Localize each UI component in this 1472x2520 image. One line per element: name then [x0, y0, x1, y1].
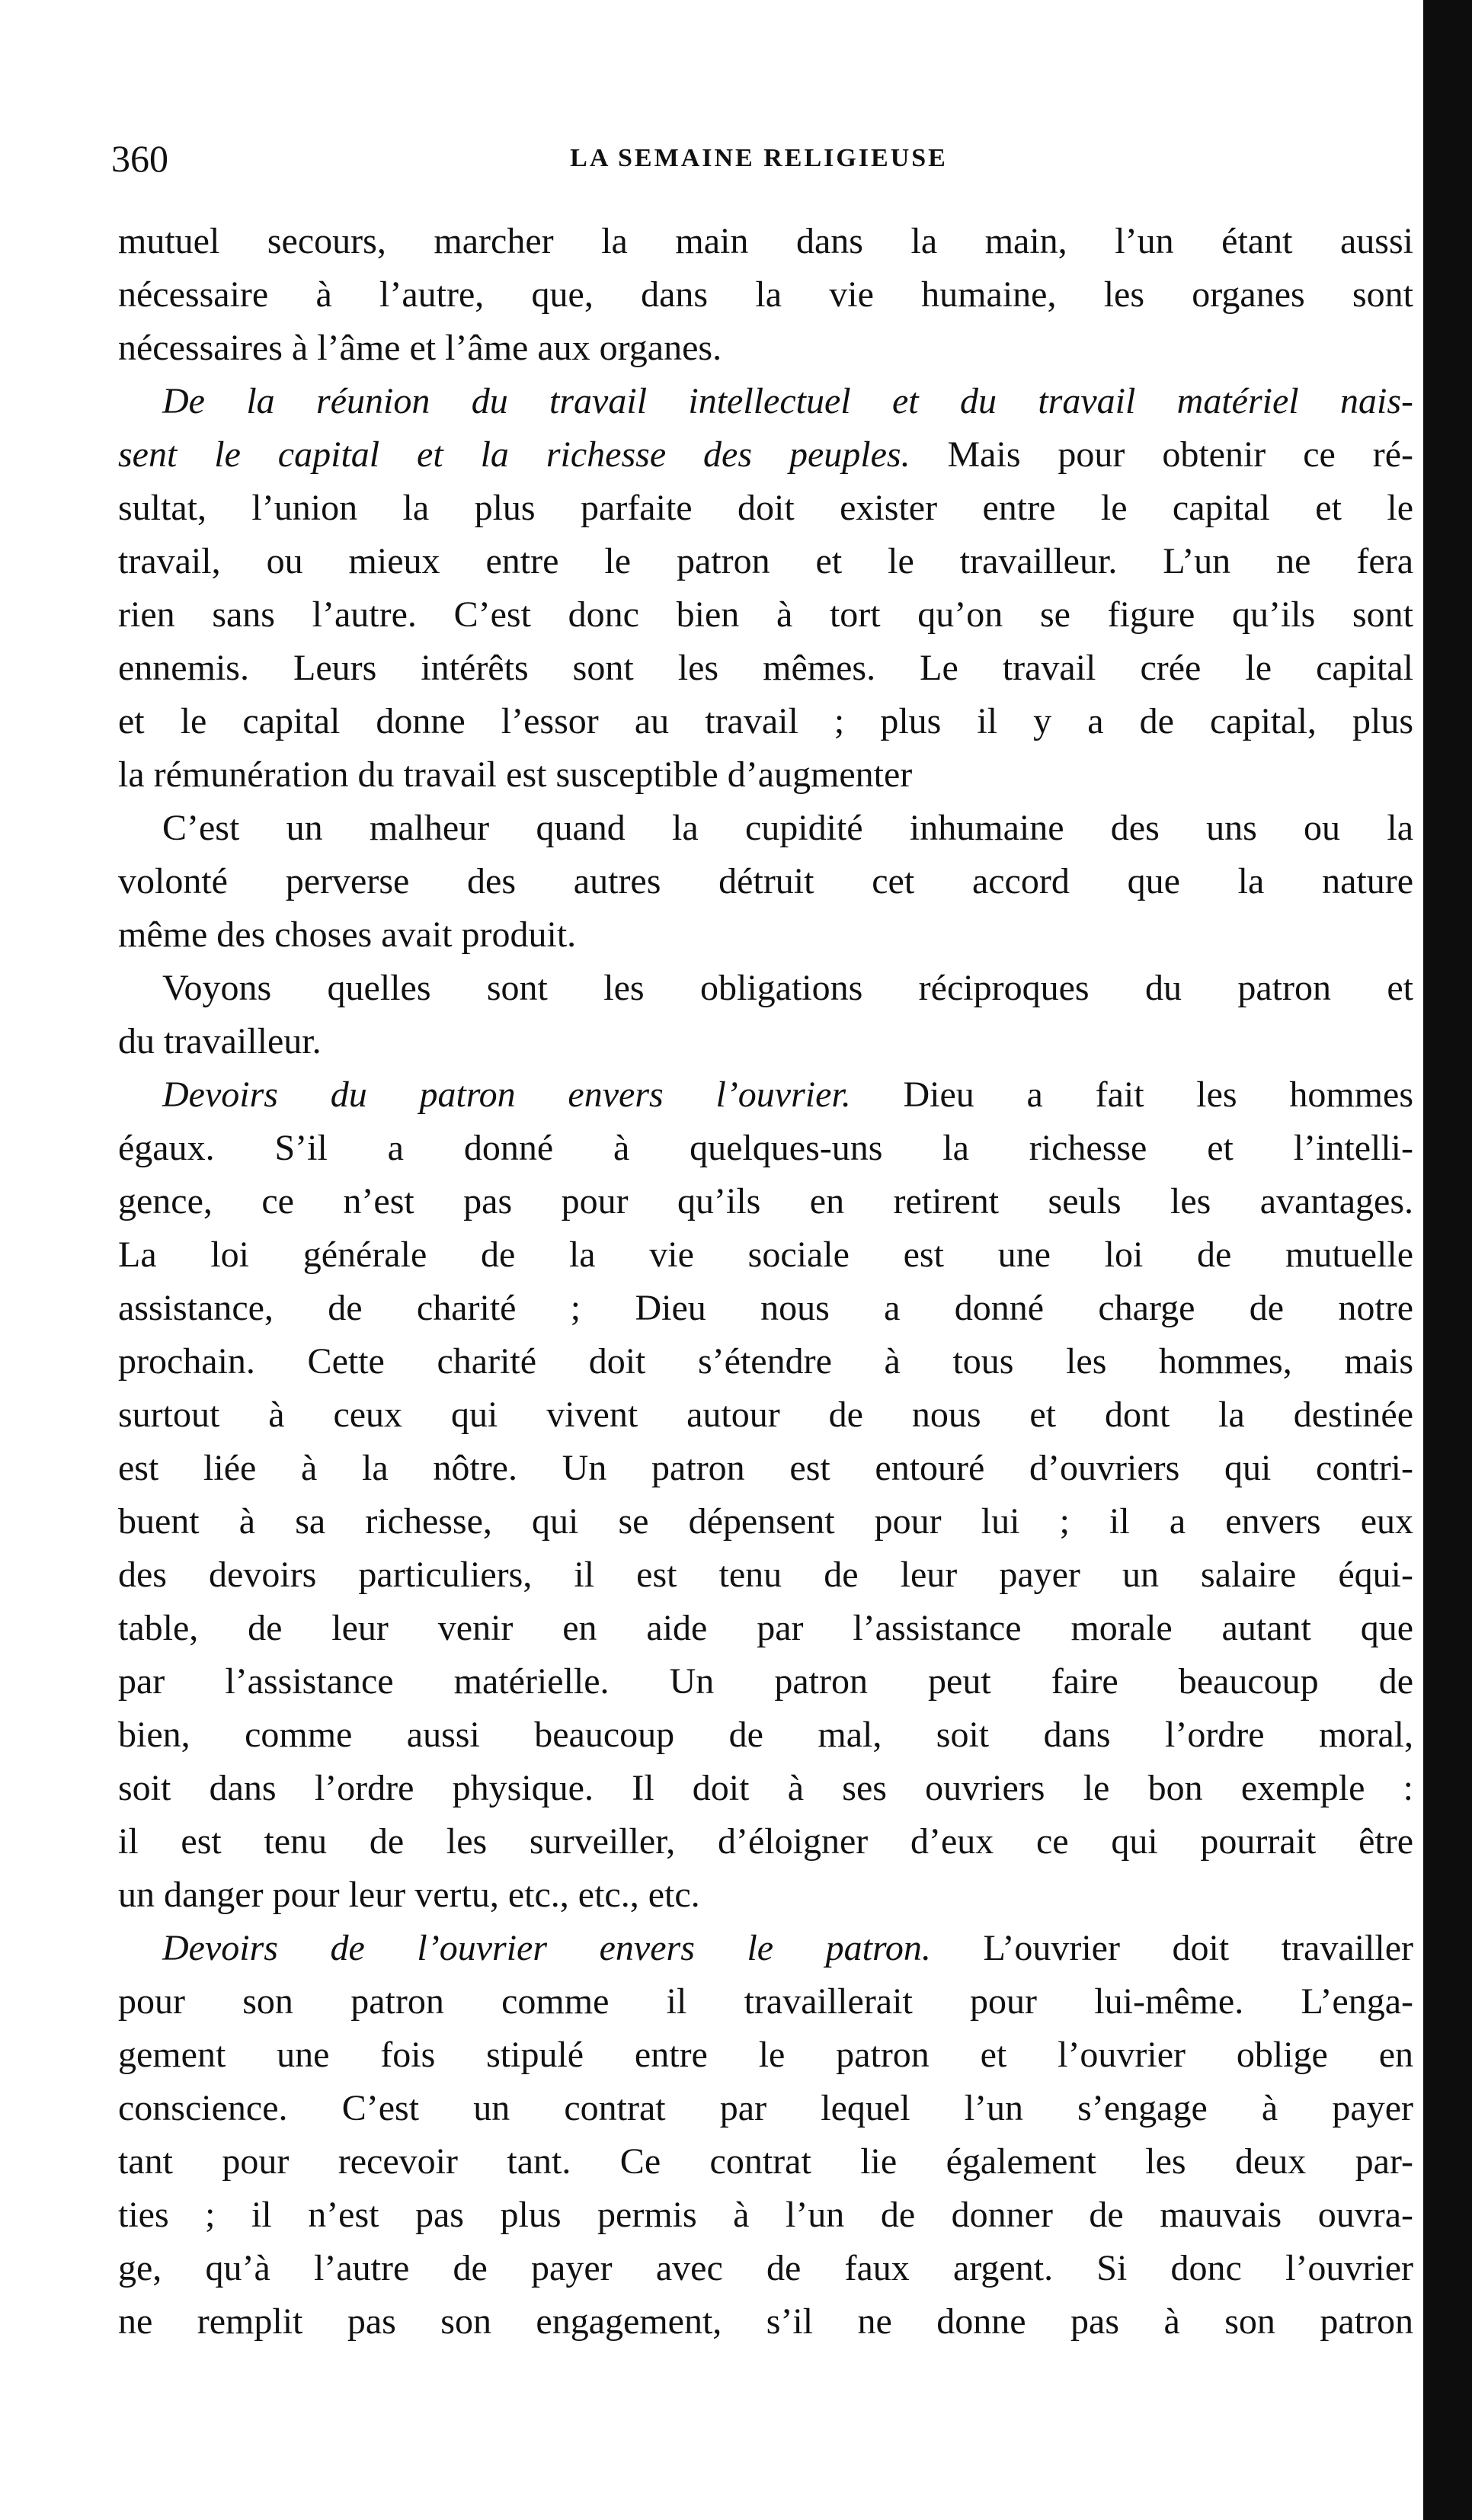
text-line — [118, 802, 1413, 855]
text-line — [118, 2135, 1413, 2189]
text-run: des devoirs particuliers, il est tenu de leur payer un salaire équi- — [118, 1555, 1413, 1595]
text-run: volonté perverse des autres détruit cet accord que la nature — [118, 861, 1413, 901]
text-line — [118, 215, 1413, 268]
text-run: buent à sa richesse, qui se dépensent pour lui ; il a envers eux — [118, 1501, 1413, 1542]
text-line — [118, 2028, 1413, 2082]
italic-heading-run: De la réunion du travail intellectuel et du travail matériel nais- — [162, 381, 1413, 421]
text-run: conscience. C’est un contrat par lequel l’un s’engage à payer — [118, 2088, 1413, 2128]
text-run: rien sans l’autre. C’est donc bien à tort qu’on se figure qu’ils sont — [118, 594, 1413, 635]
text-run: Voyons quelles sont les obligations réciproques du patron et — [162, 968, 1413, 1008]
text-line — [118, 428, 1413, 482]
text-line — [118, 375, 1413, 428]
text-run: La loi générale de la vie sociale est une loi de mutuelle — [118, 1234, 1413, 1275]
text-line — [118, 1015, 1413, 1068]
text-line — [118, 1282, 1413, 1335]
text-run: travail, ou mieux entre le patron et le travailleur. L’un ne fera — [118, 541, 1413, 581]
text-line — [118, 1335, 1413, 1388]
text-line — [118, 1495, 1413, 1548]
italic-heading-run: sent le capital et la richesse des peuples. — [118, 434, 910, 475]
text-run: même des choses avait produit. — [118, 914, 577, 955]
text-line — [118, 1922, 1413, 1975]
text-run: sultat, l’union la plus parfaite doit exister entre le capital et le — [118, 488, 1413, 528]
text-run: table, de leur venir en aide par l’assistance morale autant que — [118, 1608, 1413, 1648]
text-line — [118, 2242, 1413, 2295]
text-line — [118, 482, 1413, 535]
text-run: du travailleur. — [118, 1021, 322, 1061]
text-run: par l’assistance matérielle. Un patron peut faire beaucoup de — [118, 1661, 1413, 1702]
text-run: nécessaires à l’âme et l’âme aux organes. — [118, 328, 722, 368]
running-title: LA SEMAINE RELIGIEUSE — [570, 144, 948, 172]
text-line — [118, 1868, 1413, 1922]
text-run: prochain. Cette charité doit s’étendre à tous les hommes, mais — [118, 1341, 1413, 1382]
italic-heading-run: Devoirs de l’ouvrier envers le patron. — [162, 1928, 931, 1968]
text-run: un danger pour leur vertu, etc., etc., etc. — [118, 1875, 700, 1915]
text-run: surtout à ceux qui vivent autour de nous et dont la destinée — [118, 1394, 1413, 1435]
text-run: C’est un malheur quand la cupidité inhumaine des uns ou la — [162, 808, 1413, 848]
text-run: est liée à la nôtre. Un patron est entouré d’ouvriers qui contri- — [118, 1448, 1413, 1488]
text-run: la rémunération du travail est susceptible d’augmenter — [118, 754, 913, 795]
text-run: gement une fois stipulé entre le patron et l’ouvrier oblige en — [118, 2035, 1413, 2075]
text-run: nécessaire à l’autre, que, dans la vie humaine, les organes sont — [118, 274, 1413, 315]
text-line — [118, 322, 1413, 375]
text-line — [118, 642, 1413, 695]
text-line — [118, 962, 1413, 1015]
text-line — [118, 588, 1413, 642]
page-number: 360 — [111, 137, 168, 180]
text-line — [118, 2082, 1413, 2135]
text-run: égaux. S’il a donné à quelques-uns la richesse et l’intelli- — [118, 1128, 1413, 1168]
text-line — [118, 1602, 1413, 1655]
text-run: il est tenu de les surveiller, d’éloigner d’eux ce qui pourrait être — [118, 1821, 1413, 1862]
text-line — [118, 855, 1413, 908]
text-line — [118, 1122, 1413, 1175]
page-edge-shadow — [1423, 0, 1472, 2520]
text-line — [118, 1068, 1413, 1122]
text-line — [118, 268, 1413, 322]
text-line — [118, 1388, 1413, 1442]
text-run: assistance, de charité ; Dieu nous a donné charge de notre — [118, 1288, 1413, 1328]
text-line — [118, 695, 1413, 748]
text-line — [118, 2189, 1413, 2242]
text-line — [118, 1548, 1413, 1602]
text-line — [118, 1975, 1413, 2028]
text-line — [118, 1228, 1413, 1282]
text-run: L’ouvrier doit travailler — [930, 1928, 1414, 1968]
text-line — [118, 1762, 1413, 1815]
page-header — [111, 128, 1406, 189]
italic-heading-run: Devoirs du patron envers l’ouvrier. — [162, 1074, 851, 1115]
text-run: tant pour recevoir tant. Ce contrat lie également les deux par- — [118, 2141, 1413, 2182]
text-run: ne remplit pas son engagement, s’il ne donne pas à son patron — [118, 2301, 1413, 2342]
text-run: mutuel secours, marcher la main dans la main, l’un étant aussi — [118, 221, 1413, 261]
text-line — [118, 1442, 1413, 1495]
text-run: Mais pour obtenir ce ré- — [910, 434, 1413, 475]
text-line — [118, 1655, 1413, 1708]
text-run: bien, comme aussi beaucoup de mal, soit dans l’ordre moral, — [118, 1715, 1413, 1755]
text-line — [118, 748, 1413, 802]
body-text — [118, 215, 1413, 2349]
text-run: et le capital donne l’essor au travail ; plus il y a de capital, plus — [118, 701, 1413, 741]
text-run: ge, qu’à l’autre de payer avec de faux argent. Si donc l’ouvrier — [118, 2248, 1413, 2288]
text-line — [118, 1175, 1413, 1228]
text-line — [118, 1815, 1413, 1868]
text-line — [118, 1708, 1413, 1762]
text-line — [118, 908, 1413, 962]
text-run: Dieu a fait les hommes — [850, 1074, 1414, 1115]
text-line — [118, 2295, 1413, 2349]
text-run: soit dans l’ordre physique. Il doit à ses ouvriers le bon exemple : — [118, 1768, 1413, 1808]
text-run: gence, ce n’est pas pour qu’ils en retirent seuls les avantages. — [118, 1181, 1413, 1222]
text-run: pour son patron comme il travaillerait pour lui-même. L’enga- — [118, 1981, 1413, 2022]
text-run: ennemis. Leurs intérêts sont les mêmes. Le travail crée le capital — [118, 648, 1413, 688]
text-line — [118, 535, 1413, 588]
text-run: ties ; il n’est pas plus permis à l’un de donner de mauvais ouvra- — [118, 2195, 1413, 2235]
